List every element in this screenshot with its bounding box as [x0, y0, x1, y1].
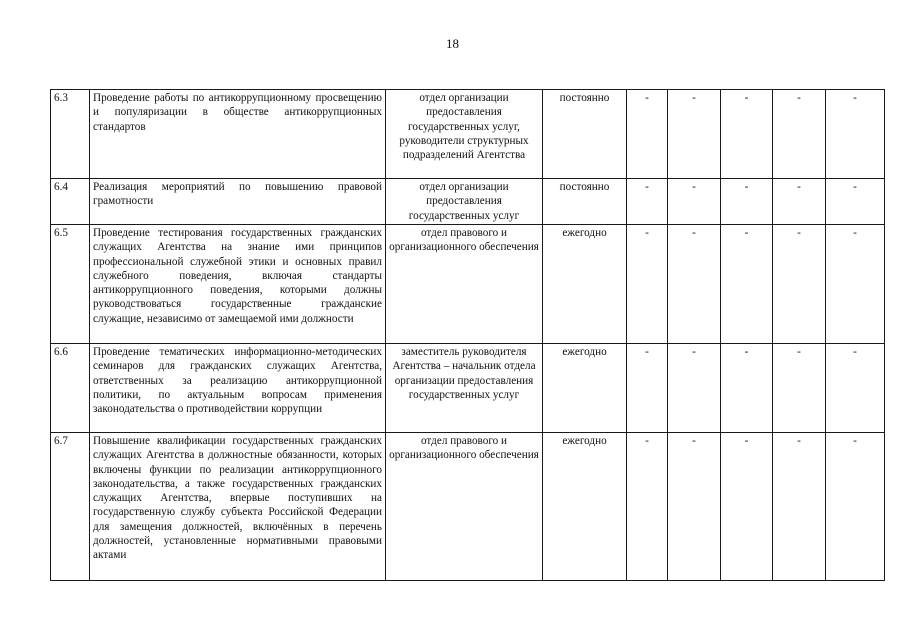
deadline: ежегодно	[543, 433, 627, 581]
value-cell: -	[668, 433, 721, 581]
value-cell: -	[627, 225, 668, 344]
table-row	[51, 179, 885, 225]
value-cell: -	[773, 344, 826, 433]
value-cell: -	[668, 179, 721, 225]
responsible-executor: отдел организации предоставления государственных услуг, руководители структурных подразделений Агентства	[386, 90, 543, 179]
value-cell: -	[773, 90, 826, 179]
value-cell: -	[721, 90, 773, 179]
page-number: 18	[446, 36, 459, 51]
measure-description: Повышение квалификации государственных гражданских служащих Агентства в должностные обязанности, которых включены функции по реализации антикоррупционного законодательства, а также государственных гражданских служащих Агентства, впервые поступивших на государственную службу субъекта Российской Федерации для замещения должностей, включённых в перечень должностей, установленные нормативными правовыми актами	[90, 433, 386, 581]
value-cell: -	[721, 344, 773, 433]
table-row	[51, 90, 885, 179]
value-cell: -	[627, 433, 668, 581]
value-cell: -	[668, 344, 721, 433]
responsible-executor: заместитель руководителя Агентства – начальник отдела организации предоставления государственных услуг	[386, 344, 543, 433]
value-cell: -	[773, 179, 826, 225]
table-row	[51, 433, 885, 581]
value-cell: -	[627, 344, 668, 433]
row-number: 6.5	[51, 225, 90, 344]
responsible-executor: отдел организации предоставления государственных услуг	[386, 179, 543, 225]
value-cell: -	[773, 433, 826, 581]
deadline: ежегодно	[543, 225, 627, 344]
value-cell: -	[721, 225, 773, 344]
value-cell: -	[668, 225, 721, 344]
responsible-executor: отдел правового и организационного обеспечения	[386, 225, 543, 344]
measure-description: Проведение тестирования государственных гражданских служащих Агентства на знание ими принципов профессиональной служебной этики и основных правил служебного поведения, включая стандарты антикоррупционного поведения, которыми должны руководствоваться государственные гражданские служащие, независимо от замещаемой ими должности	[90, 225, 386, 344]
measure-description: Проведение работы по антикоррупционному просвещению и популяризации в обществе антикоррупционных стандартов	[90, 90, 386, 179]
value-cell: -	[627, 90, 668, 179]
value-cell: -	[721, 433, 773, 581]
measure-description: Реализация мероприятий по повышению правовой грамотности	[90, 179, 386, 225]
value-cell: -	[826, 90, 885, 179]
value-cell: -	[721, 179, 773, 225]
table-row	[51, 344, 885, 433]
value-cell: -	[773, 225, 826, 344]
measure-description: Проведение тематических информационно-методических семинаров для гражданских служащих Агентства, ответственных за реализацию антикоррупционной политики, по актуальным вопросам применения законодательства о противодействии коррупции	[90, 344, 386, 433]
responsible-executor: отдел правового и организационного обеспечения	[386, 433, 543, 581]
row-number: 6.7	[51, 433, 90, 581]
row-number: 6.6	[51, 344, 90, 433]
deadline: постоянно	[543, 179, 627, 225]
row-number: 6.4	[51, 179, 90, 225]
value-cell: -	[826, 179, 885, 225]
value-cell: -	[668, 90, 721, 179]
value-cell: -	[826, 344, 885, 433]
row-number: 6.3	[51, 90, 90, 179]
deadline: постоянно	[543, 90, 627, 179]
value-cell: -	[627, 179, 668, 225]
measures-table	[50, 89, 885, 581]
deadline: ежегодно	[543, 344, 627, 433]
table-row	[51, 225, 885, 344]
value-cell: -	[826, 433, 885, 581]
value-cell: -	[826, 225, 885, 344]
